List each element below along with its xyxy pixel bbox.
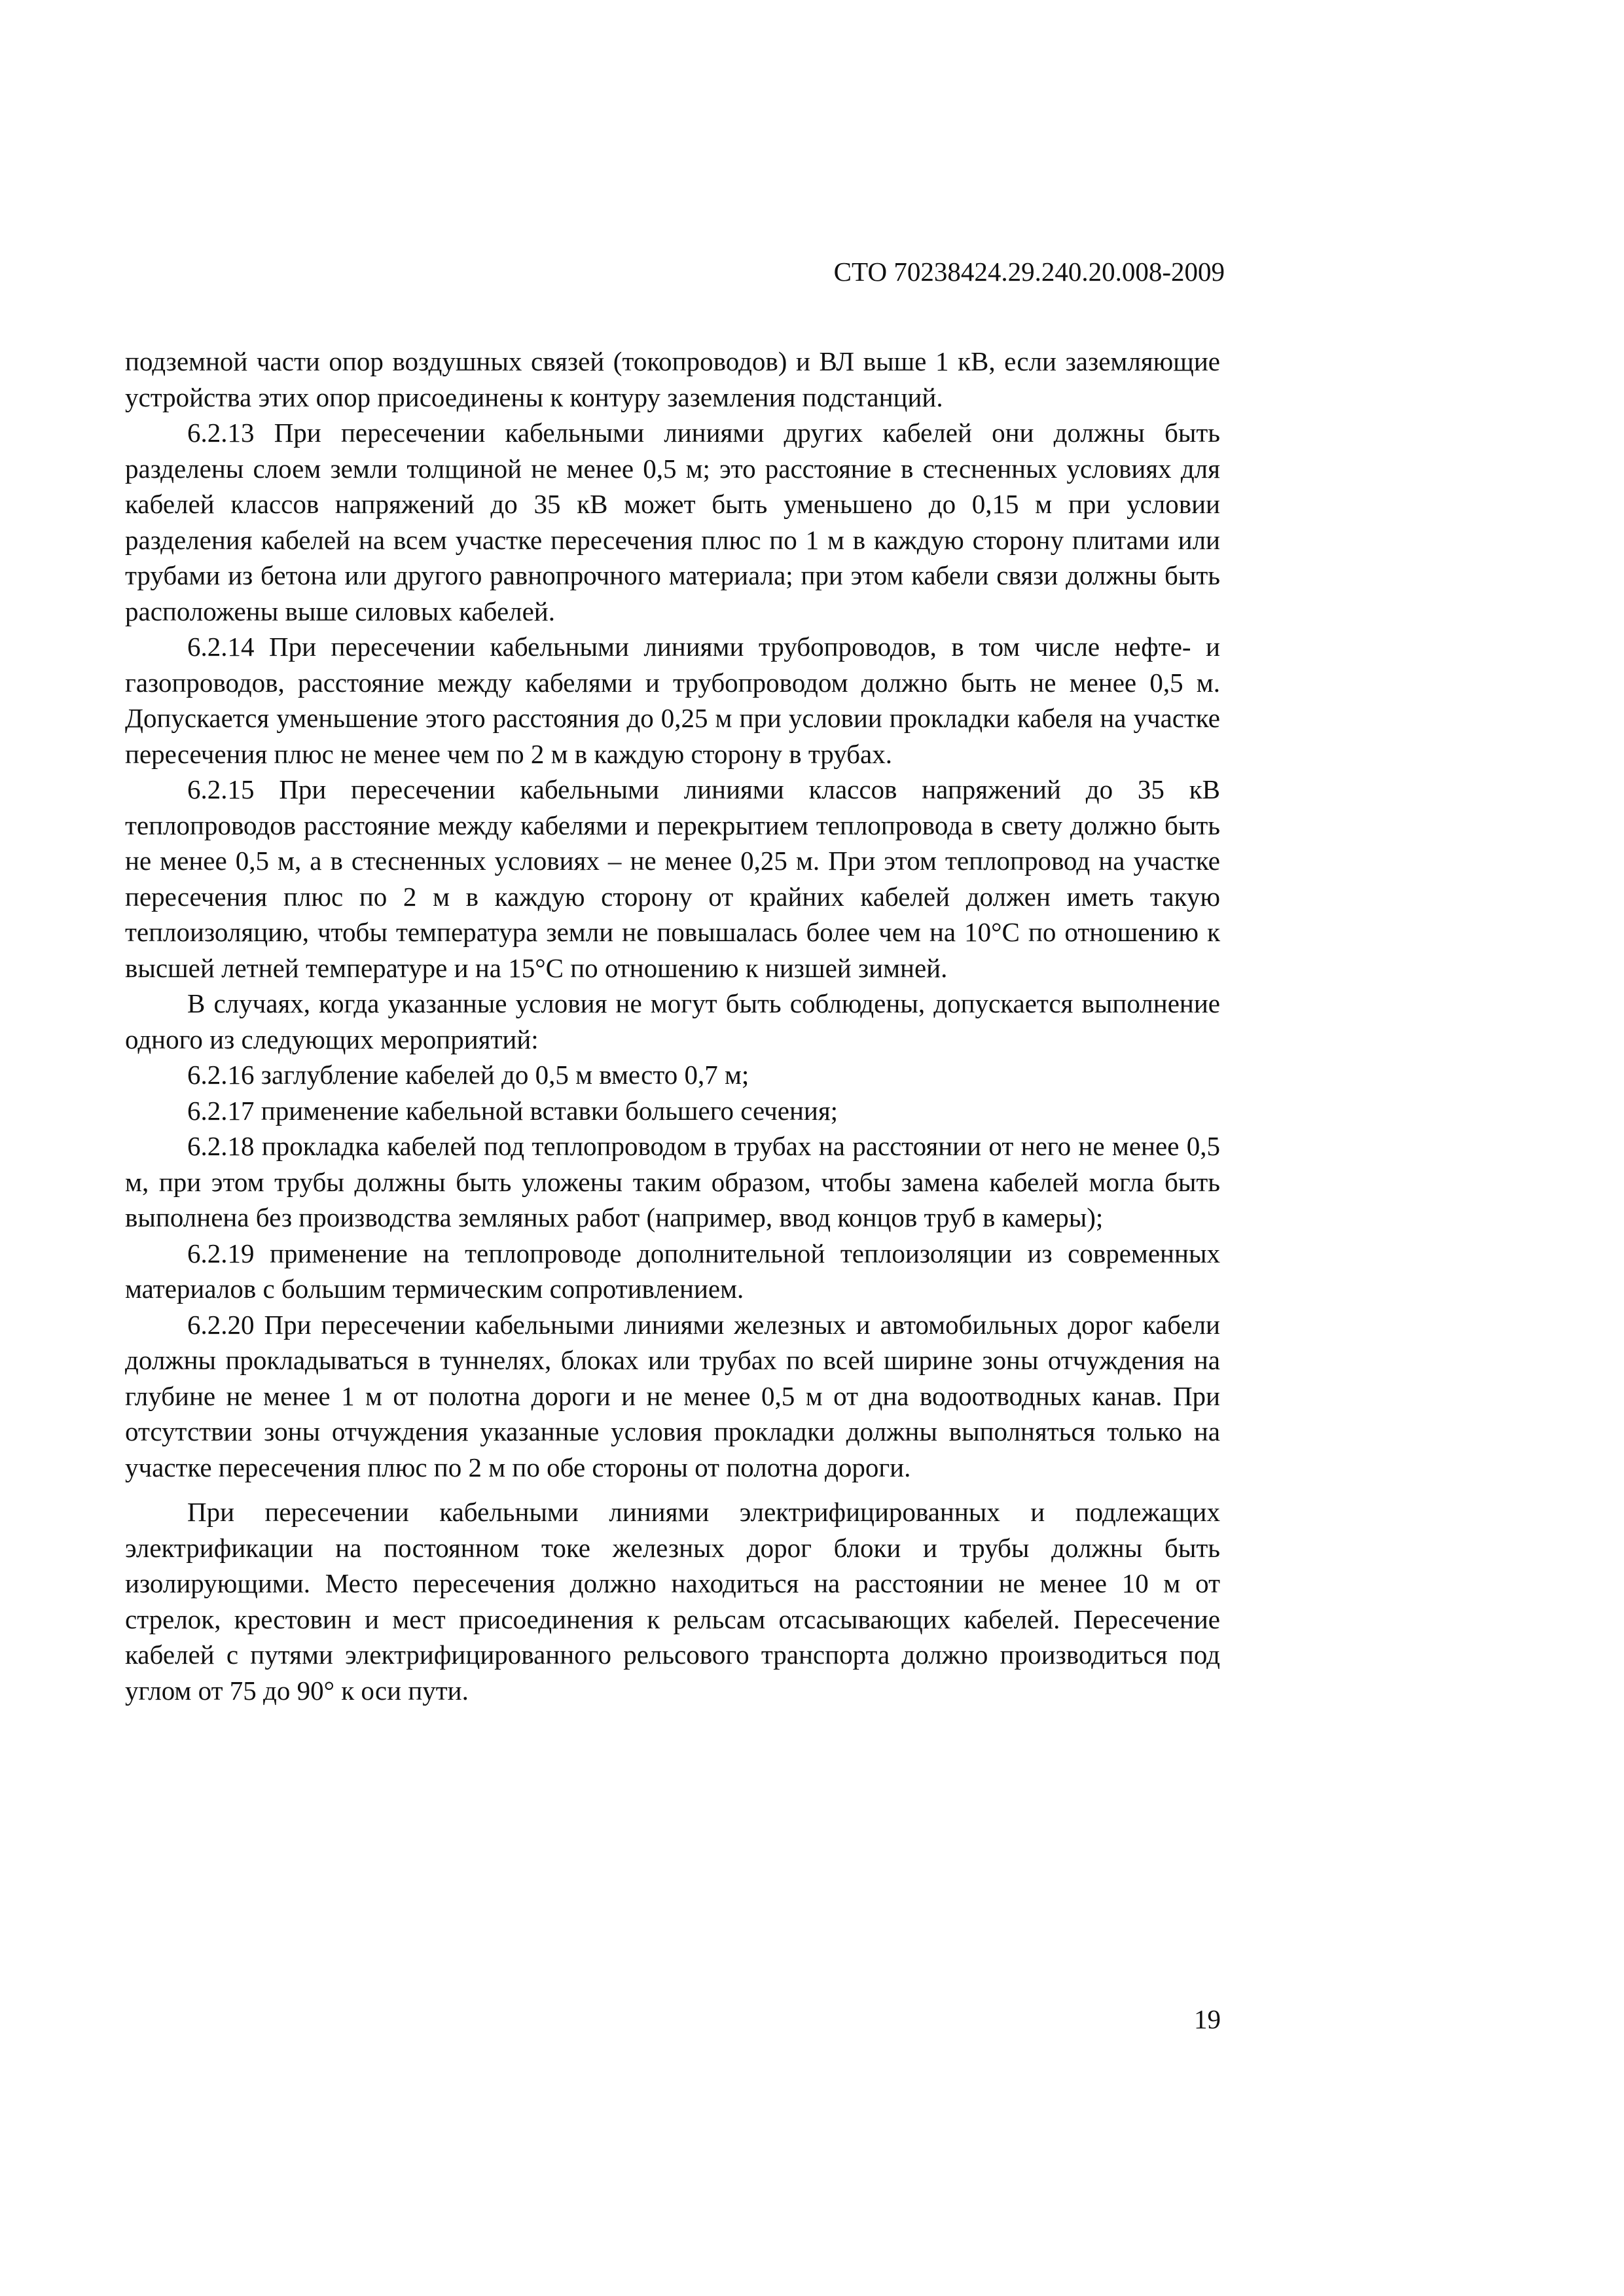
paragraph-6-2-14: 6.2.14 При пересечении кабельными линиями трубопроводов, в том числе нефте- и газопроводов, расстояние между кабелями и трубопроводом должно быть не менее 0,5 м. Допускается уменьшение этого расстояния до 0,25 м при условии прокладки кабеля на участке пересечения плюс не менее чем по 2 м в каждую сторону в трубах. <box>125 632 1220 769</box>
paragraph-continuation: подземной части опор воздушных связей (токопроводов) и ВЛ выше 1 кВ, если заземляющие устройства этих опор присоединены к контуру заземления подстанций. <box>125 346 1220 412</box>
paragraph-6-2-13: 6.2.13 При пересечении кабельными линиями других кабелей они должны быть разделены слоем земли толщиной не менее 0,5 м; это расстояние в стесненных условиях для кабелей классов напряжений до 35 кВ может быть уменьшено до 0,15 м при условии разделения кабелей на всем участке пересечения плюс по 1 м в каждую сторону плитами или трубами из бетона или другого равнопрочного материала; при этом кабели связи должны быть расположены выше силовых кабелей. <box>125 418 1220 626</box>
paragraph-6-2-17: 6.2.17 применение кабельной вставки большего сечения; <box>187 1095 839 1126</box>
paragraph-6-2-16: 6.2.16 заглубление кабелей до 0,5 м вместо 0,7 м; <box>187 1060 749 1090</box>
page-number: 19 <box>1194 2004 1221 2034</box>
document-body <box>125 344 1220 1708</box>
paragraph-6-2-15: 6.2.15 При пересечении кабельными линиями классов напряжений до 35 кВ теплопроводов расстояние между кабелями и перекрытием теплопровода в свету должно быть не менее 0,5 м, а в стесненных условиях – не менее 0,25 м. При этом теплопровод на участке пересечения плюс по 2 м в каждую сторону от крайних кабелей должен иметь такую теплоизоляцию, чтобы температура земли не повышалась более чем на 10°С по отношению к высшей летней температуре и на 15°С по отношению к низшей зимней. <box>125 774 1220 983</box>
paragraph-6-2-20: 6.2.20 При пересечении кабельными линиями железных и автомобильных дорог кабели должны прокладываться в туннелях, блоках или трубах по всей ширине зоны отчуждения на глубине не менее 1 м от полотна дороги и не менее 0,5 м от дна водоотводных канав. При отсутствии зоны отчуждения указанные условия прокладки должны выполняться только на участке пересечения плюс по 2 м по обе стороны от полотна дороги. <box>125 1309 1220 1482</box>
paragraph-6-2-19: 6.2.19 применение на теплопроводе дополнительной теплоизоляции из современных материалов с большим термическим сопротивлением. <box>125 1238 1220 1304</box>
document-code-header: СТО 70238424.29.240.20.008-2009 <box>833 257 1225 287</box>
paragraph-measures-intro: В случаях, когда указанные условия не могут быть соблюдены, допускается выполнение одного из следующих мероприятий: <box>125 988 1220 1054</box>
paragraph-6-2-18: 6.2.18 прокладка кабелей под теплопроводом в трубах на расстоянии от него не менее 0,5 м, при этом трубы должны быть уложены таким образом, чтобы замена кабелей могла быть выполнена без производства земляных работ (например, ввод концов труб в камеры); <box>125 1131 1220 1232</box>
paragraph-electrified-railways: При пересечении кабельными линиями электрифицированных и подлежащих электрификации на постоянном токе железных дорог блоки и трубы должны быть изолирующими. Место пересечения должно находиться на расстоянии не менее 10 м от стрелок, крестовин и мест присоединения к рельсам отсасывающих кабелей. Пересечение кабелей с путями электрифицированного рельсового транспорта должно производиться под углом от 75 до 90° к оси пути. <box>125 1497 1220 1706</box>
